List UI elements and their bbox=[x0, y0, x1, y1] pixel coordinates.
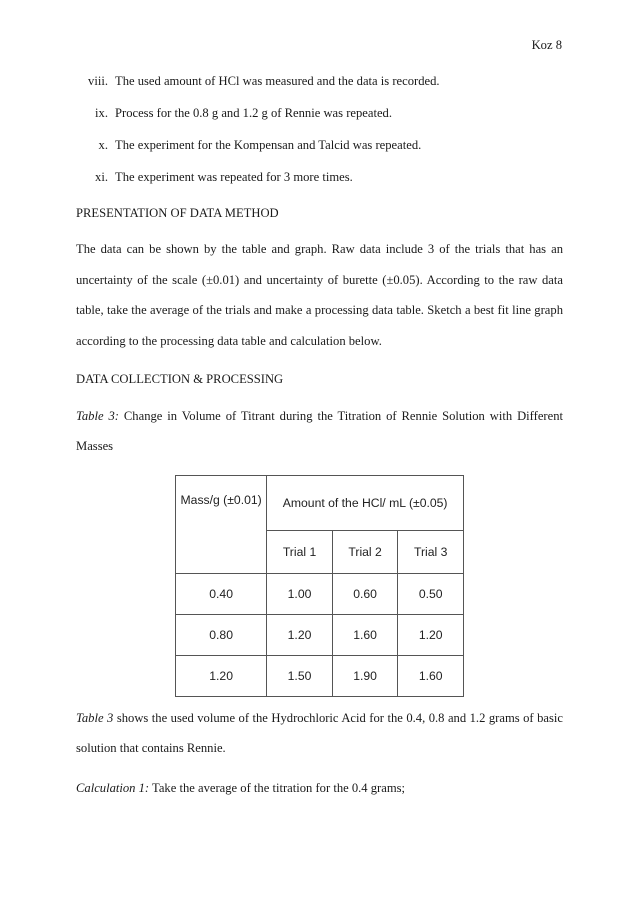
table-caption-text: Change in Volume of Titrant during the Titration of Rennie Solution with Different Masses bbox=[76, 409, 563, 453]
cell-trial-2: 0.60 bbox=[332, 574, 398, 615]
cell-trial-3: 0.50 bbox=[398, 574, 464, 615]
step-text: The experiment for the Kompensan and Talcid was repeated. bbox=[115, 138, 422, 152]
header-amount: Amount of the HCl/ mL (±0.05) bbox=[267, 476, 464, 531]
cell-mass: 0.40 bbox=[176, 574, 267, 615]
step-number: xi. bbox=[95, 170, 108, 184]
table-row bbox=[176, 574, 464, 615]
cell-trial-2: 1.60 bbox=[332, 615, 398, 656]
step-text: The used amount of HCl was measured and the data is recorded. bbox=[115, 74, 440, 88]
header-trial-2: Trial 2 bbox=[332, 531, 398, 574]
step-number: viii. bbox=[88, 74, 108, 88]
titration-table bbox=[175, 475, 464, 697]
presentation-paragraph: The data can be shown by the table and graph. Raw data include 3 of the trials that has an uncertainty of the scale (±0.01) and uncertainty of burette (±0.05). According to the raw data table, take the average of the trials and make a processing data table. Sketch a best fit line graph according to the processing data table and calculation below. bbox=[76, 242, 563, 348]
list-item bbox=[76, 135, 566, 167]
calculation-label: Calculation 1: bbox=[76, 781, 150, 795]
step-text: Process for the 0.8 g and 1.2 g of Rennie was repeated. bbox=[115, 106, 392, 120]
section-heading-data-collection: DATA COLLECTION & PROCESSING bbox=[76, 372, 284, 386]
section-heading-presentation: PRESENTATION OF DATA METHOD bbox=[76, 206, 279, 220]
cell-trial-1: 1.00 bbox=[267, 574, 333, 615]
calculation-line bbox=[76, 773, 563, 803]
table-caption bbox=[76, 401, 563, 461]
procedure-steps bbox=[76, 71, 566, 199]
calculation-text: Take the average of the titration for the 0.4 grams; bbox=[149, 781, 406, 795]
header-mass: Mass/g (±0.01) bbox=[176, 476, 267, 574]
cell-trial-3: 1.20 bbox=[398, 615, 464, 656]
table-caption-label: Table 3: bbox=[76, 409, 119, 423]
step-text: The experiment was repeated for 3 more times. bbox=[115, 170, 353, 184]
cell-mass: 1.20 bbox=[176, 656, 267, 697]
header-trial-3: Trial 3 bbox=[398, 531, 464, 574]
cell-mass: 0.80 bbox=[176, 615, 267, 656]
table-row bbox=[176, 656, 464, 697]
table-description bbox=[76, 703, 563, 763]
table-row bbox=[176, 615, 464, 656]
list-item bbox=[76, 103, 566, 135]
page-header: Koz 8 bbox=[531, 38, 562, 52]
header-trial-1: Trial 1 bbox=[267, 531, 333, 574]
cell-trial-1: 1.50 bbox=[267, 656, 333, 697]
step-number: x. bbox=[98, 138, 108, 152]
list-item bbox=[76, 167, 566, 199]
table-description-text: shows the used volume of the Hydrochloric Acid for the 0.4, 0.8 and 1.2 grams of basic solution that contains Rennie. bbox=[76, 711, 563, 755]
list-item bbox=[76, 71, 566, 103]
step-number: ix. bbox=[95, 106, 108, 120]
cell-trial-2: 1.90 bbox=[332, 656, 398, 697]
cell-trial-3: 1.60 bbox=[398, 656, 464, 697]
cell-trial-1: 1.20 bbox=[267, 615, 333, 656]
table-reference: Table 3 bbox=[76, 711, 114, 725]
